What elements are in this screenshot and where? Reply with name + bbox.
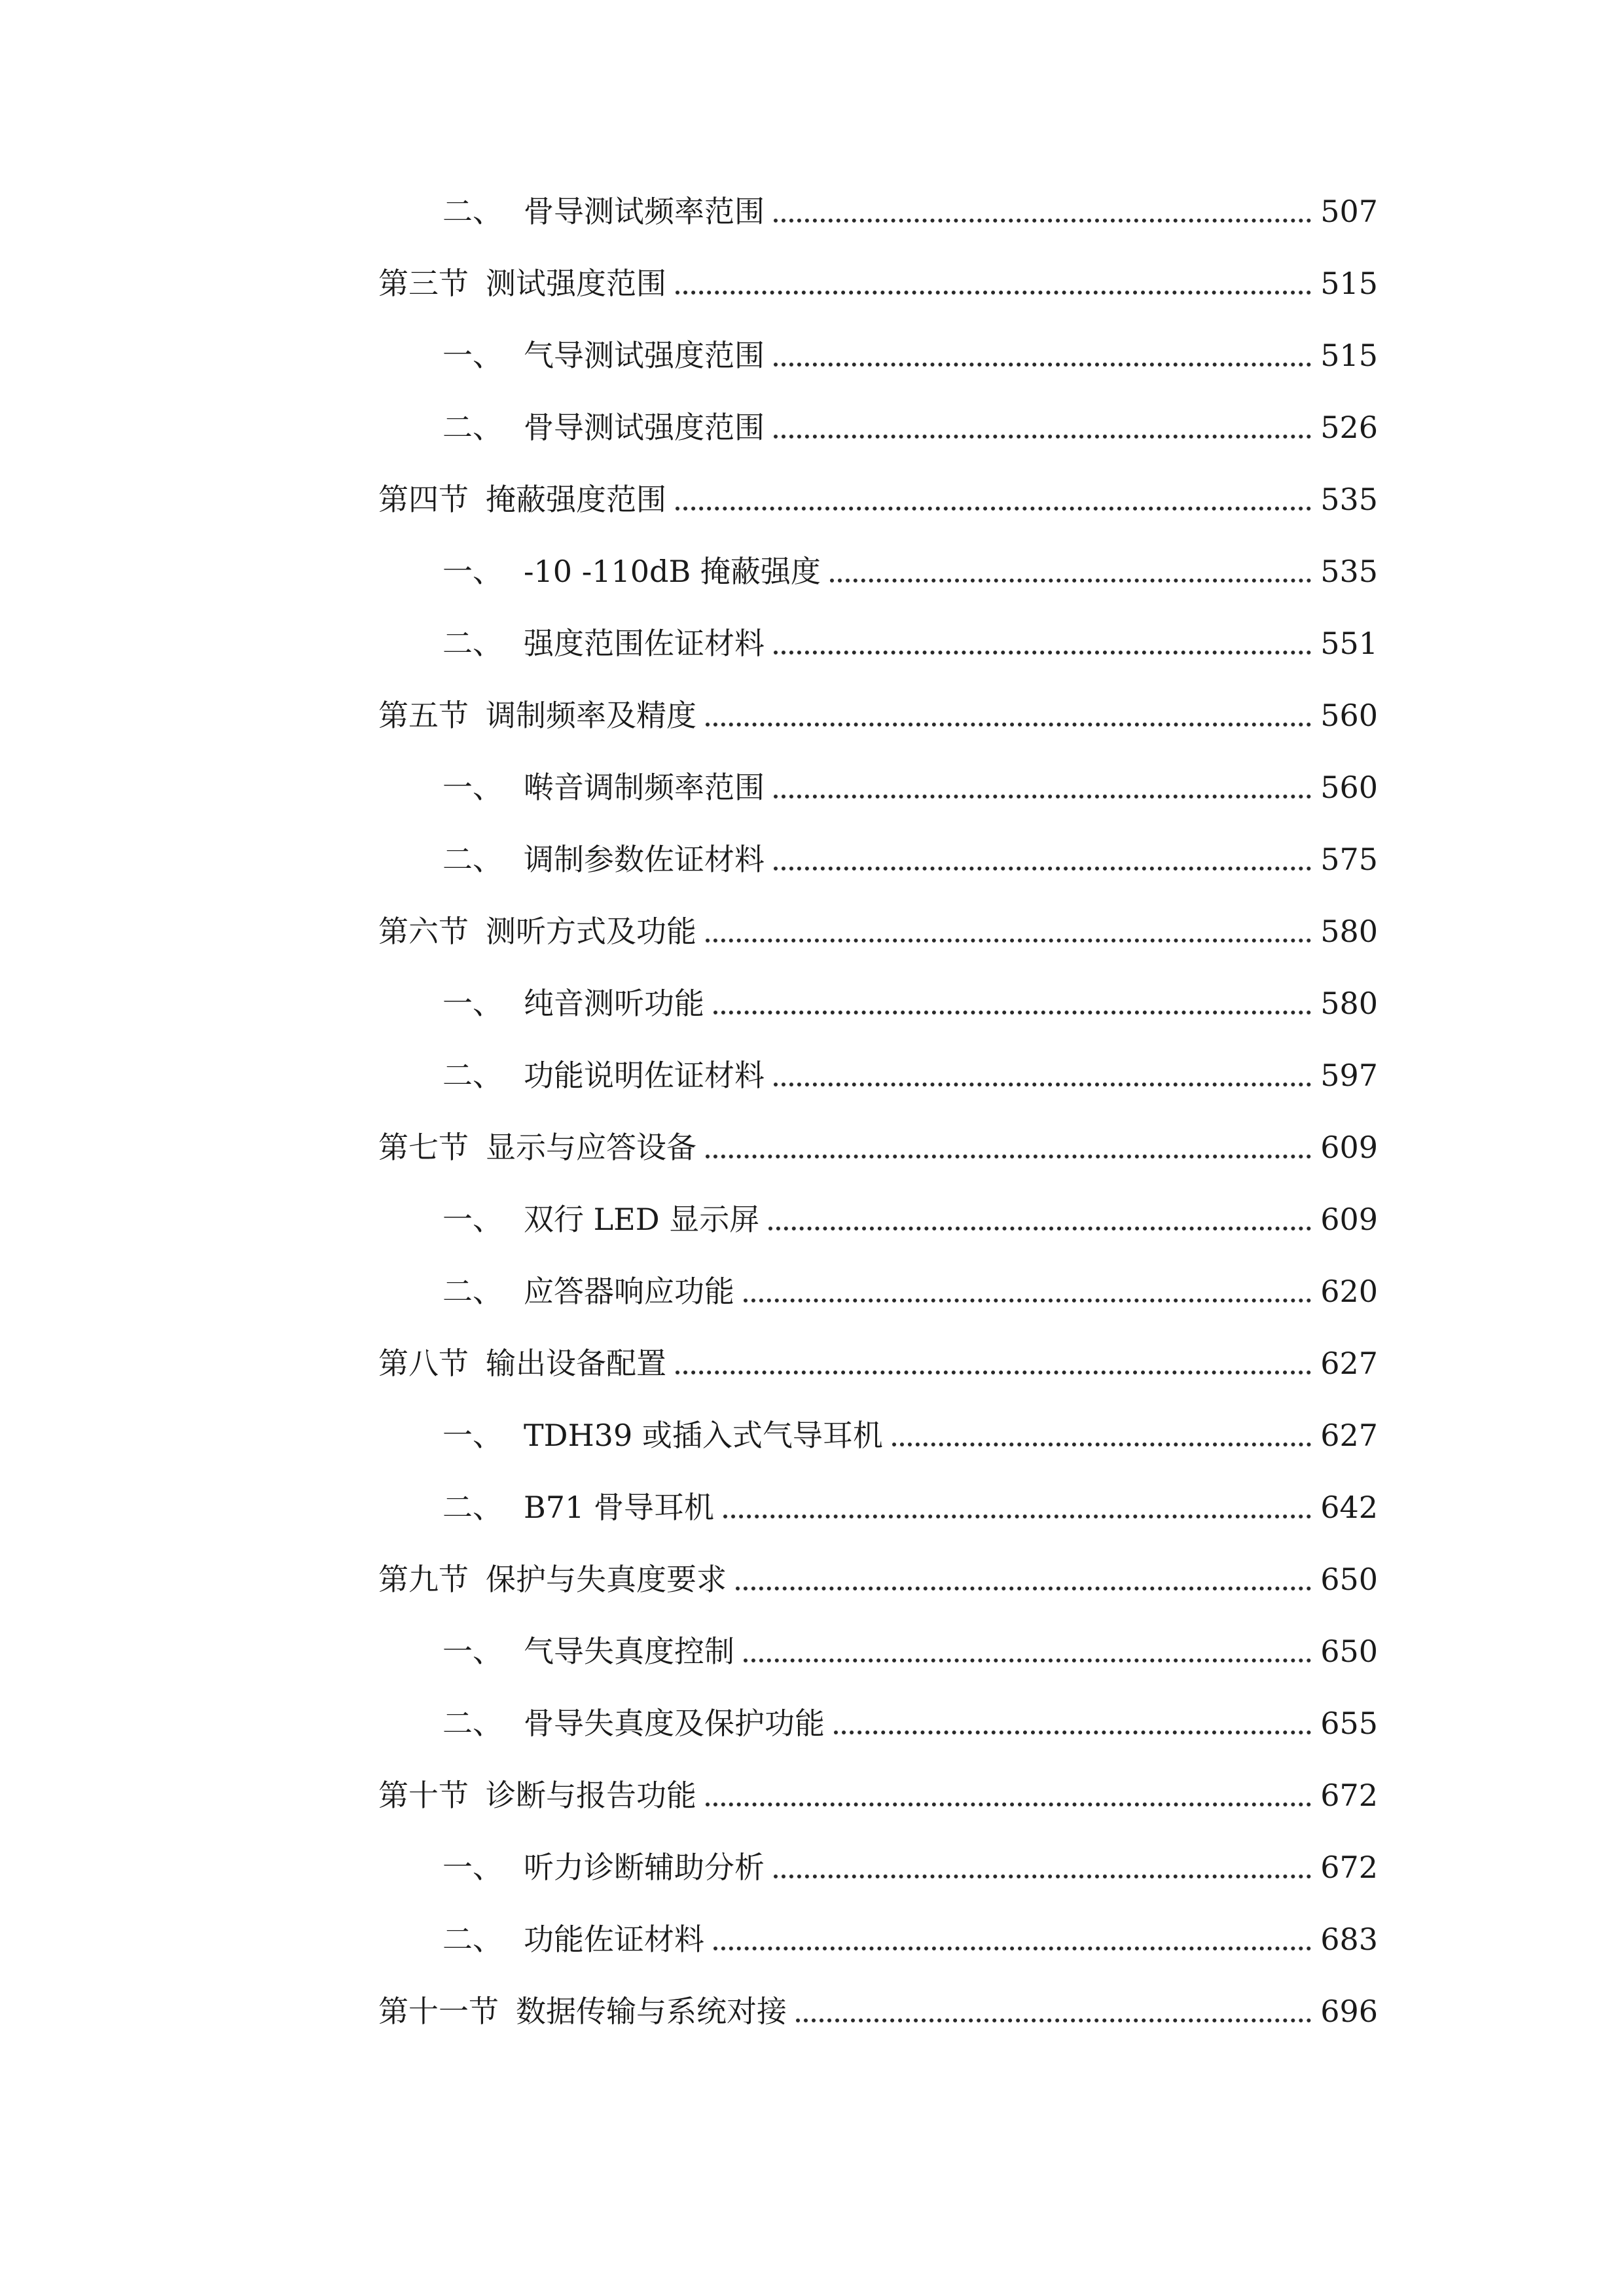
toc-entry-title: 啭音调制频率范围 — [524, 770, 765, 805]
toc-entry-page: 627 — [1320, 1346, 1378, 1381]
toc-entry[interactable] — [442, 1052, 1378, 1098]
toc-entry-title: 测听方式及功能 — [486, 914, 696, 949]
toc-entry[interactable] — [378, 1124, 1378, 1170]
toc-entry-title: 强度范围佐证材料 — [524, 626, 765, 661]
toc-entry-number: 二、 — [442, 626, 503, 661]
toc-entry-page: 683 — [1320, 1922, 1378, 1957]
toc-entry[interactable] — [378, 1340, 1378, 1386]
dot-leader — [706, 723, 1311, 726]
toc-entry-title: 骨导失真度及保护功能 — [524, 1706, 825, 1741]
toc-entry-number: 第七节 — [378, 1130, 469, 1165]
toc-entry-page: 650 — [1320, 1634, 1378, 1669]
toc-entry-number: 二、 — [442, 1922, 503, 1957]
toc-entry-title: TDH39 或插入式气导耳机 — [524, 1418, 883, 1453]
toc-entry-page: 580 — [1320, 986, 1378, 1021]
toc-entry[interactable] — [442, 1844, 1378, 1890]
toc-entry-page: 672 — [1320, 1850, 1378, 1885]
dot-leader — [723, 1515, 1311, 1518]
dot-leader — [768, 1227, 1311, 1230]
toc-entry-number: 一、 — [442, 338, 503, 373]
dot-leader — [676, 507, 1311, 511]
toc-entry-page: 627 — [1320, 1418, 1378, 1453]
toc-entry[interactable] — [378, 908, 1378, 954]
dot-leader — [796, 2018, 1311, 2022]
toc-entry-title: 纯音测听功能 — [524, 986, 704, 1021]
toc-entry[interactable] — [378, 1988, 1378, 2034]
dot-leader — [744, 1299, 1311, 1302]
toc-entry[interactable] — [442, 1268, 1378, 1314]
toc-entry-title: 气导测试强度范围 — [524, 338, 765, 373]
toc-entry[interactable] — [378, 1556, 1378, 1602]
dot-leader — [744, 1659, 1311, 1662]
toc-entry[interactable] — [378, 692, 1378, 738]
toc-entry-title: 骨导测试强度范围 — [524, 410, 765, 445]
toc-entry-title: B71 骨导耳机 — [524, 1490, 714, 1525]
toc-entry[interactable] — [442, 332, 1378, 378]
toc-entry-number: 第五节 — [378, 698, 469, 733]
toc-entry-title: 功能佐证材料 — [524, 1922, 704, 1957]
dot-leader — [774, 219, 1311, 223]
dot-leader — [706, 1803, 1311, 1806]
toc-entry-page: 642 — [1320, 1490, 1378, 1525]
dot-leader — [676, 291, 1311, 295]
toc-entry-number: 二、 — [442, 842, 503, 877]
toc-entry-title: 测试强度范围 — [486, 266, 666, 301]
toc-entry-title: 数据传输与系统对接 — [516, 1994, 787, 2029]
dot-leader — [834, 1731, 1311, 1734]
toc-entry-number: 第三节 — [378, 266, 469, 301]
toc-entry-number: 一、 — [442, 1418, 503, 1453]
toc-entry-number: 第八节 — [378, 1346, 469, 1381]
dot-leader — [706, 1155, 1311, 1158]
toc-entry-page: 609 — [1320, 1202, 1378, 1237]
dot-leader — [774, 435, 1311, 439]
toc-entry-page: 535 — [1320, 482, 1378, 517]
toc-entry-page: 515 — [1320, 266, 1378, 301]
dot-leader — [774, 651, 1311, 655]
toc-entry-number: 第六节 — [378, 914, 469, 949]
toc-entry-number: 一、 — [442, 770, 503, 805]
toc-entry[interactable] — [378, 476, 1378, 522]
toc-entry-title: 双行 LED 显示屏 — [524, 1202, 760, 1237]
toc-entry[interactable] — [442, 1196, 1378, 1242]
toc-entry-number: 一、 — [442, 1850, 503, 1885]
dot-leader — [774, 795, 1311, 798]
dot-leader — [892, 1443, 1311, 1446]
toc-entry[interactable] — [442, 1916, 1378, 1962]
toc-entry[interactable] — [442, 1484, 1378, 1530]
dot-leader — [774, 1083, 1311, 1086]
dot-leader — [676, 1371, 1311, 1374]
toc-entry[interactable] — [442, 1412, 1378, 1458]
toc-entry[interactable] — [442, 980, 1378, 1026]
toc-entry-number: 一、 — [442, 1202, 503, 1237]
toc-entry-title: 掩蔽强度范围 — [486, 482, 666, 517]
toc-entry-title: 骨导测试频率范围 — [524, 194, 765, 229]
toc-entry-number: 第四节 — [378, 482, 469, 517]
dot-leader — [774, 1874, 1311, 1878]
toc-entry-title: 听力诊断辅助分析 — [524, 1850, 765, 1885]
toc-entry-page: 535 — [1320, 554, 1378, 589]
dot-leader — [830, 579, 1311, 583]
toc-entry-number: 二、 — [442, 1274, 503, 1309]
dot-leader — [774, 867, 1311, 870]
dot-leader — [713, 1946, 1311, 1950]
dot-leader — [774, 363, 1311, 367]
toc-entry-title: 显示与应答设备 — [486, 1130, 696, 1165]
toc-entry[interactable] — [378, 1772, 1378, 1818]
toc-entry[interactable] — [442, 836, 1378, 882]
toc-entry[interactable] — [442, 764, 1378, 810]
toc-entry-number: 第十节 — [378, 1778, 469, 1813]
toc-entry-page: 515 — [1320, 338, 1378, 373]
toc-entry-page: 551 — [1320, 626, 1378, 661]
toc-entry-page: 580 — [1320, 914, 1378, 949]
dot-leader — [706, 939, 1311, 942]
toc-entry[interactable] — [442, 1628, 1378, 1674]
toc-entry[interactable] — [442, 548, 1378, 594]
toc-entry-page: 597 — [1320, 1058, 1378, 1093]
toc-entry-page: 609 — [1320, 1130, 1378, 1165]
toc-entry[interactable] — [442, 404, 1378, 450]
toc-entry-title: 调制频率及精度 — [486, 698, 696, 733]
toc-entry-page: 672 — [1320, 1778, 1378, 1813]
toc-entry-title: 输出设备配置 — [486, 1346, 666, 1381]
toc-entry-number: 一、 — [442, 554, 503, 589]
toc-entry-page: 655 — [1320, 1706, 1378, 1741]
toc-entry-number: 一、 — [442, 1634, 503, 1669]
toc-entry-title: 诊断与报告功能 — [486, 1778, 696, 1813]
toc-entry-page: 507 — [1320, 194, 1378, 229]
toc-entry-title: -10 -110dB 掩蔽强度 — [524, 554, 821, 589]
toc-entry[interactable] — [442, 188, 1378, 234]
toc-entry[interactable] — [442, 620, 1378, 666]
toc-entry[interactable] — [378, 260, 1378, 306]
toc-entry-number: 二、 — [442, 1490, 503, 1525]
toc-entry-number: 二、 — [442, 1706, 503, 1741]
toc-entry-title: 应答器响应功能 — [524, 1274, 734, 1309]
toc-entry-number: 第十一节 — [378, 1994, 499, 2029]
toc-entry-title: 功能说明佐证材料 — [524, 1058, 765, 1093]
toc-entry-number: 二、 — [442, 1058, 503, 1093]
toc-entry-number: 二、 — [442, 410, 503, 445]
toc-entry-page: 575 — [1320, 842, 1378, 877]
dot-leader — [736, 1587, 1311, 1590]
toc-entry-page: 696 — [1320, 1994, 1378, 2029]
toc-entry-page: 560 — [1320, 698, 1378, 733]
toc-entry-page: 650 — [1320, 1562, 1378, 1597]
dot-leader — [713, 1011, 1311, 1014]
toc-entry[interactable] — [442, 1700, 1378, 1746]
toc-entry-number: 二、 — [442, 194, 503, 229]
toc-entry-number: 第九节 — [378, 1562, 469, 1597]
toc-entry-title: 保护与失真度要求 — [486, 1562, 727, 1597]
toc-entry-number: 一、 — [442, 986, 503, 1021]
toc-entry-title: 调制参数佐证材料 — [524, 842, 765, 877]
toc-entry-page: 620 — [1320, 1274, 1378, 1309]
toc-entry-page: 526 — [1320, 410, 1378, 445]
toc-entry-page: 560 — [1320, 770, 1378, 805]
toc-entry-title: 气导失真度控制 — [524, 1634, 734, 1669]
